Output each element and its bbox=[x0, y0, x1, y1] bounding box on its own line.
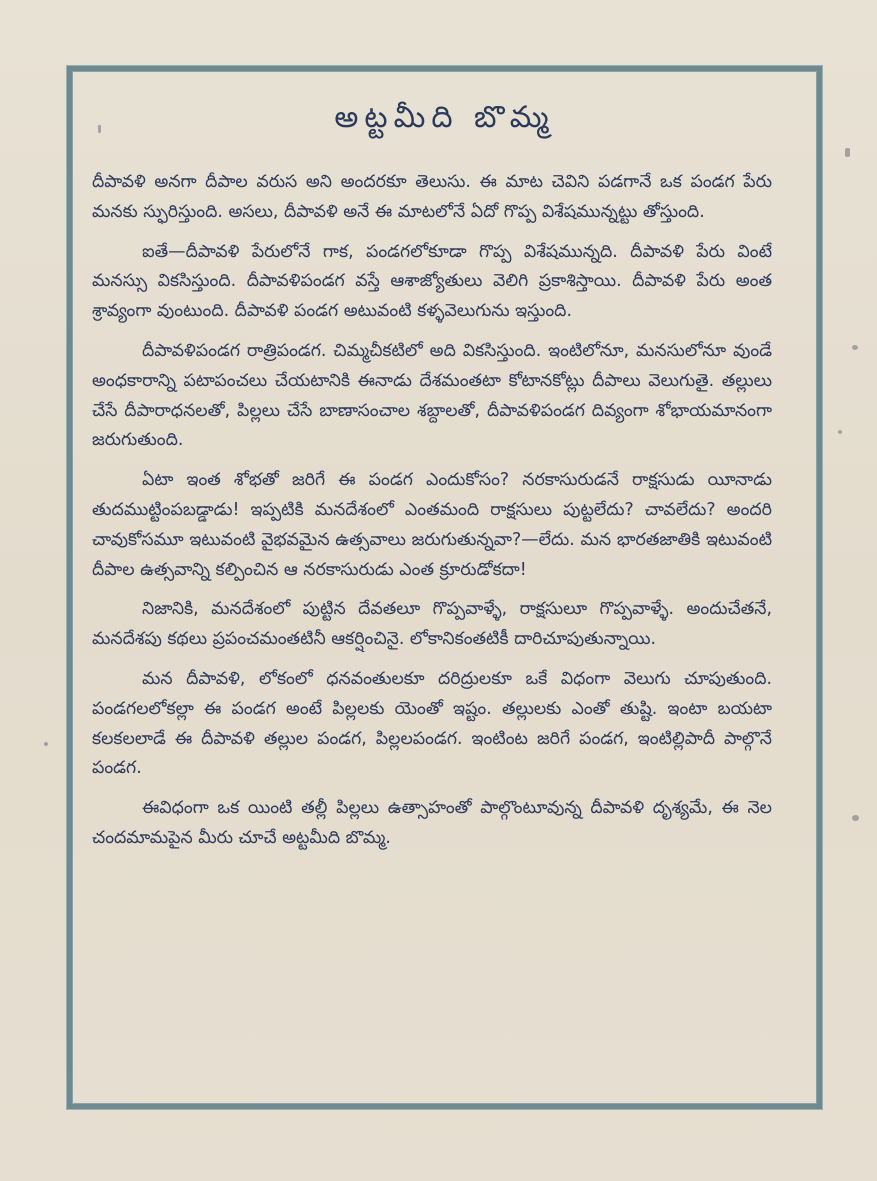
paper-speck bbox=[838, 430, 842, 434]
paragraph-6: మన దీపావళి, లోకంలో ధనవంతులకూ దరిద్రులకూ ఒకే విధంగా వెలుగు చూపుతుంది. పండగలలోకల్లా ఈ పండగ అంటే పిల్లలకు యెంతో ఇష్టం. తల్లులకు ఎంతో తుష్టి. ఇంటా బయటా కలకలలాడే ఈ దీపావళి తల్లుల పండగ, పిల్లలపండగ. ఇంటింట జరిగే పండగ, ఇంటిల్లిపాదీ పాల్గొనే పండగ. bbox=[92, 668, 772, 779]
paragraph-7: ఈవిధంగా ఒక యింటి తల్లీ పిల్లలు ఉత్సాహంతో పాల్గొంటూవున్న దీపావళి దృశ్యమే, ఈ నెల చందమామపైన మీరు చూచే అట్టమీది బొమ్మ. bbox=[92, 798, 772, 848]
page-title: అట్టమీది బొమ్మ bbox=[334, 100, 555, 135]
paragraph-3: దీపావళిపండగ రాత్రిపండగ. చిమ్మచీకటిలో అది వికసిస్తుంది. ఇంటిలోనూ, మనసులోనూ వుండే అంధకారాన్ని పటాపంచలు చేయటానికి ఈనాడు దేశమంతటా కోటానకోట్లు దీపాలు వెలుగుతై. తల్లులు చేసే దీపారాధనలతో, పిల్లలు చేసే బాణాసంచాల శబ్దాలతో, దీపావళిపండగ దివ్యంగా శోభాయమానంగా జరుగుతుంది. bbox=[92, 340, 772, 451]
paper-speck bbox=[98, 125, 101, 133]
paper-speck bbox=[852, 345, 858, 350]
paper-speck bbox=[44, 742, 48, 746]
paper-speck bbox=[852, 815, 859, 821]
paragraph-4: ఏటా ఇంత శోభతో జరిగే ఈ పండగ ఎందుకోసం? నరకాసురుడనే రాక్షసుడు యీనాడు తుదముట్టింపబడ్డాడు! ఇప్పటికి మనదేశంలో ఎంతమంది రాక్షసులు పుట్టలేదు? చావలేదు? అందరి చావుకోసమూ ఇటువంటి వైభవమైన ఉత్సవాలు జరుగుతున్నవా?—లేదు. మన భారతజాతికి ఇటువంటి దీపాల ఉత్సవాన్ని కల్పించిన ఆ నరకాసురుడు ఎంత క్రూరుడోకదా! bbox=[92, 470, 772, 580]
paragraph-1: దీపావళి అనగా దీపాల వరుస అని అందరకూ తెలుసు. ఈ మాట చెవిని పడగానే ఒక పండగ పేరు మనకు స్ఫురిస్తుంది. అసలు, దీపావళి అనే ఈ మాటలోనే ఏదో గొప్ప విశేషమున్నట్టు తోస్తుంది. bbox=[92, 172, 772, 222]
paragraph-2: ఐతే—దీపావళి పేరులోనే గాక, పండగలోకూడా గొప్ప విశేషమున్నది. దీపావళి పేరు వింటే మనస్సు వికసిస్తుంది. దీపావళిపండగ వస్తే ఆశాజ్యోతులు వెలిగి ప్రకాశిస్తాయి. దీపావళి పేరు అంత శ్రావ్యంగా వుంటుంది. దీపావళి పండగ అటువంటి కళ్ళవెలుగును ఇస్తుంది. bbox=[92, 241, 772, 322]
article-body bbox=[92, 168, 772, 864]
paper-speck bbox=[845, 148, 850, 157]
paragraph-5: నిజానికి, మనదేశంలో పుట్టిన దేవతలూ గొప్పవాళ్ళే, రాక్షసులూ గొప్పవాళ్ళే. అందుచేతనే, మనదేశపు కథలు ప్రపంచమంతటినీ ఆకర్షించినై. లోకానికంతటికీ దారిచూపుతున్నాయి. bbox=[92, 599, 772, 650]
